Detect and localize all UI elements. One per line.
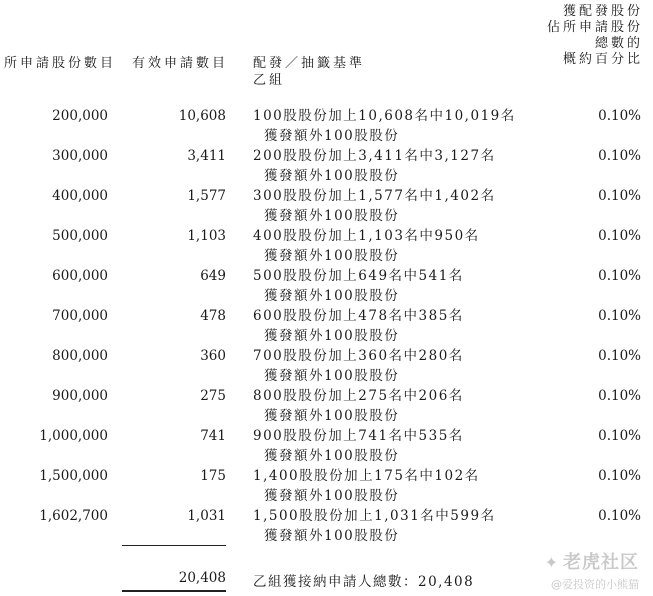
percentage-cell: 0.10% [598,508,641,524]
valid-applications-cell: 10,608 [178,108,226,124]
tiger-logo-icon: ✦ [544,553,559,572]
percentage-cell: 0.10% [598,348,641,364]
percentage-cell: 0.10% [598,108,641,124]
valid-applications-cell: 1,031 [187,508,226,524]
basis-line-2: 獲發額外100股股份 [264,248,400,264]
basis-line-2: 獲發額外100股股份 [264,408,400,424]
total-double-underline [122,590,226,592]
table-row [0,426,653,466]
table-row [0,186,653,226]
valid-applications-cell: 3,411 [187,148,226,164]
basis-line-1: 600股股份加上478名中385名 [253,308,464,324]
table-row [0,266,653,306]
allotment-basis-cell [253,146,496,186]
basis-line-2: 獲發額外100股股份 [264,528,400,544]
basis-line-1: 500股股份加上649名中541名 [253,268,464,284]
percentage-cell: 0.10% [598,188,641,204]
basis-line-2: 獲發額外100股股份 [264,208,400,224]
applied-shares-cell: 800,000 [52,348,108,364]
table-row [0,506,653,546]
percentage-cell: 0.10% [598,268,641,284]
table-row [0,346,653,386]
valid-applications-cell: 741 [200,428,226,444]
allotment-basis-cell [253,226,480,266]
valid-applications-cell: 175 [200,468,226,484]
header-applied-shares: 所申請股份數目 [4,56,117,71]
applied-shares-cell: 400,000 [52,188,108,204]
header-group-label: 乙組 [253,73,286,88]
watermark-logo [545,548,639,574]
valid-applications-cell: 478 [200,308,226,324]
allotment-basis-cell [253,506,496,546]
applied-shares-cell: 1,602,700 [39,508,108,524]
basis-line-1: 100股股份加上10,608名中10,019名 [253,108,516,124]
table-row [0,386,653,426]
allotment-basis-cell [253,386,464,426]
allotment-basis-cell [253,426,464,466]
basis-line-1: 1,500股股份加上1,031名中599名 [253,508,496,524]
percentage-cell: 0.10% [598,148,641,164]
basis-line-2: 獲發額外100股股份 [264,168,400,184]
valid-applications-cell: 649 [200,268,226,284]
header-valid-applications: 有效申請數目 [132,56,229,71]
header-pct-line: 獲配發股份 [562,4,643,19]
percentage-cell: 0.10% [598,428,641,444]
header-allotment-basis-title: 配發／抽籤基準 [253,56,366,71]
header-allotment-basis [253,55,365,89]
allotment-basis-cell [253,306,464,346]
table-row [0,466,653,506]
basis-line-2: 獲發額外100股股份 [264,368,400,384]
table-row [0,226,653,266]
applied-shares-cell: 500,000 [52,228,108,244]
header-approx-percentage [547,4,643,68]
table-row [0,146,653,186]
percentage-cell: 0.10% [598,468,641,484]
basis-line-1: 900股股份加上741名中535名 [253,428,464,444]
basis-line-1: 800股股份加上275名中206名 [253,388,464,404]
watermark-author: @爱投资的小熊猫 [551,578,639,591]
allotment-basis-cell [253,106,516,146]
total-valid-applications: 20,408 [178,570,226,586]
valid-applications-cell: 360 [200,348,226,364]
total-divider-line [122,545,226,546]
valid-applications-cell: 275 [200,388,226,404]
basis-line-1: 700股股份加上360名中280名 [253,348,464,364]
applied-shares-cell: 700,000 [52,308,108,324]
basis-line-2: 獲發額外100股股份 [264,328,400,344]
allotment-basis-cell [253,346,464,386]
basis-line-2: 獲發額外100股股份 [264,288,400,304]
percentage-cell: 0.10% [598,228,641,244]
applied-shares-cell: 1,000,000 [39,428,108,444]
watermark-logo-text: 老虎社区 [563,552,639,573]
percentage-cell: 0.10% [598,388,641,404]
basis-line-1: 300股股份加上1,577名中1,402名 [253,188,496,204]
total-accepted-applicants: 乙組獲接納申請人總數：20,408 [253,574,475,590]
basis-line-2: 獲發額外100股股份 [264,128,400,144]
basis-line-1: 400股股份加上1,103名中950名 [253,228,480,244]
basis-line-2: 獲發額外100股股份 [264,488,400,504]
allotment-basis-cell [253,186,496,226]
table-row [0,106,653,146]
basis-line-1: 200股股份加上3,411名中3,127名 [253,148,496,164]
applied-shares-cell: 600,000 [52,268,108,284]
basis-line-1: 1,400股股份加上175名中102名 [253,468,480,484]
applied-shares-cell: 300,000 [52,148,108,164]
applied-shares-cell: 900,000 [52,388,108,404]
watermark [545,548,639,592]
allotment-basis-cell [253,266,464,306]
applied-shares-cell: 200,000 [52,108,108,124]
header-pct-line: 佔所申請股份 [546,20,643,35]
valid-applications-cell: 1,577 [187,188,226,204]
allotment-basis-cell [253,466,480,506]
percentage-cell: 0.10% [598,308,641,324]
header-pct-line: 概約百分比 [562,52,643,67]
applied-shares-cell: 1,500,000 [39,468,108,484]
header-pct-line: 總數的 [594,36,643,51]
valid-applications-cell: 1,103 [187,228,226,244]
basis-line-2: 獲發額外100股股份 [264,448,400,464]
table-row [0,306,653,346]
